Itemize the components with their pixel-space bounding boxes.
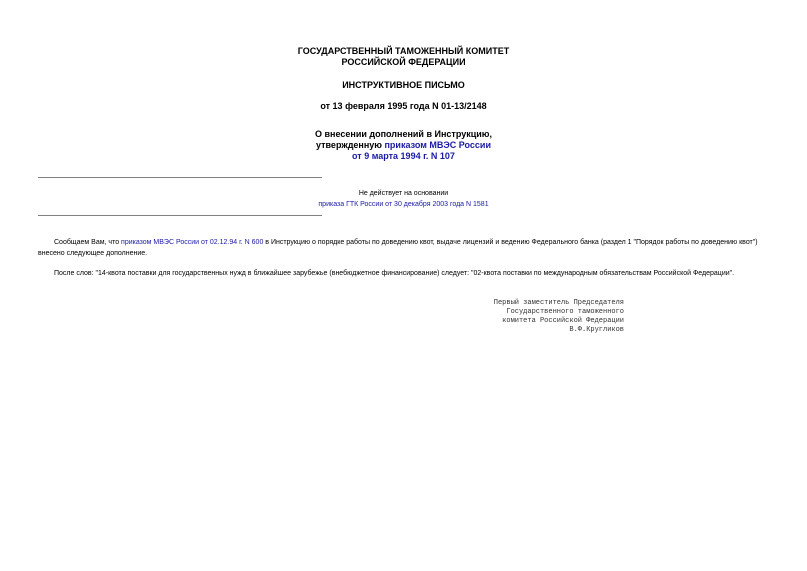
status-notice: Не действует на основании [358, 190, 449, 197]
status-link-line [0, 199, 807, 210]
order-date-link[interactable]: от 9 марта 1994 г. N 107 [352, 151, 455, 161]
order-link-mves[interactable]: приказом МВЭС России [384, 140, 491, 150]
agency-title-line2: РОССИЙСКОЙ ФЕДЕРАЦИИ [341, 57, 466, 67]
signature-name: В.Ф.Кругликов [569, 326, 624, 334]
body-paragraph-2: После слов: "14-квота поставки для государственных нужд в ближайшее зарубежье (внебюджетное финансирование) следует: "02-квота поставки по международным обязательствам Российской Федерации". [54, 270, 735, 277]
document-date-number: от 13 февраля 1995 года N 01-13/2148 [320, 101, 487, 111]
divider-top [38, 177, 322, 178]
signature-line3: комитета Российской Федерации [502, 317, 624, 325]
paragraph-1-suffix: в Инструкцию о порядке работы по доведению квот, выдаче лицензий и ведению Федерального банка (раздел 1 "Порядок работы по доведению квот") внесено следующее дополнение. [38, 239, 758, 257]
divider-bottom [38, 215, 322, 216]
paragraph-1-prefix: Сообщаем Вам, что [54, 239, 122, 246]
subject-line1: О внесении дополнений в Инструкцию, [315, 129, 492, 139]
order-600-link[interactable]: приказом МВЭС России от 02.12.94 г. N 600 [121, 239, 264, 246]
body-paragraph-1 [38, 237, 773, 259]
signature-line1: Первый заместитель Председателя [493, 299, 624, 307]
signature-line2: Государственного таможенного [506, 308, 624, 316]
repeal-order-link[interactable]: приказа ГТК России от 30 декабря 2003 года N 1581 [318, 201, 489, 208]
subject-line2 [0, 140, 807, 151]
agency-title-line1: ГОСУДАРСТВЕННЫЙ ТАМОЖЕННЫЙ КОМИТЕТ [297, 46, 510, 56]
subject-line3 [0, 151, 807, 162]
subject-line2-prefix: утвержденную [316, 140, 385, 150]
document-type: ИНСТРУКТИВНОЕ ПИСЬМО [342, 80, 465, 90]
